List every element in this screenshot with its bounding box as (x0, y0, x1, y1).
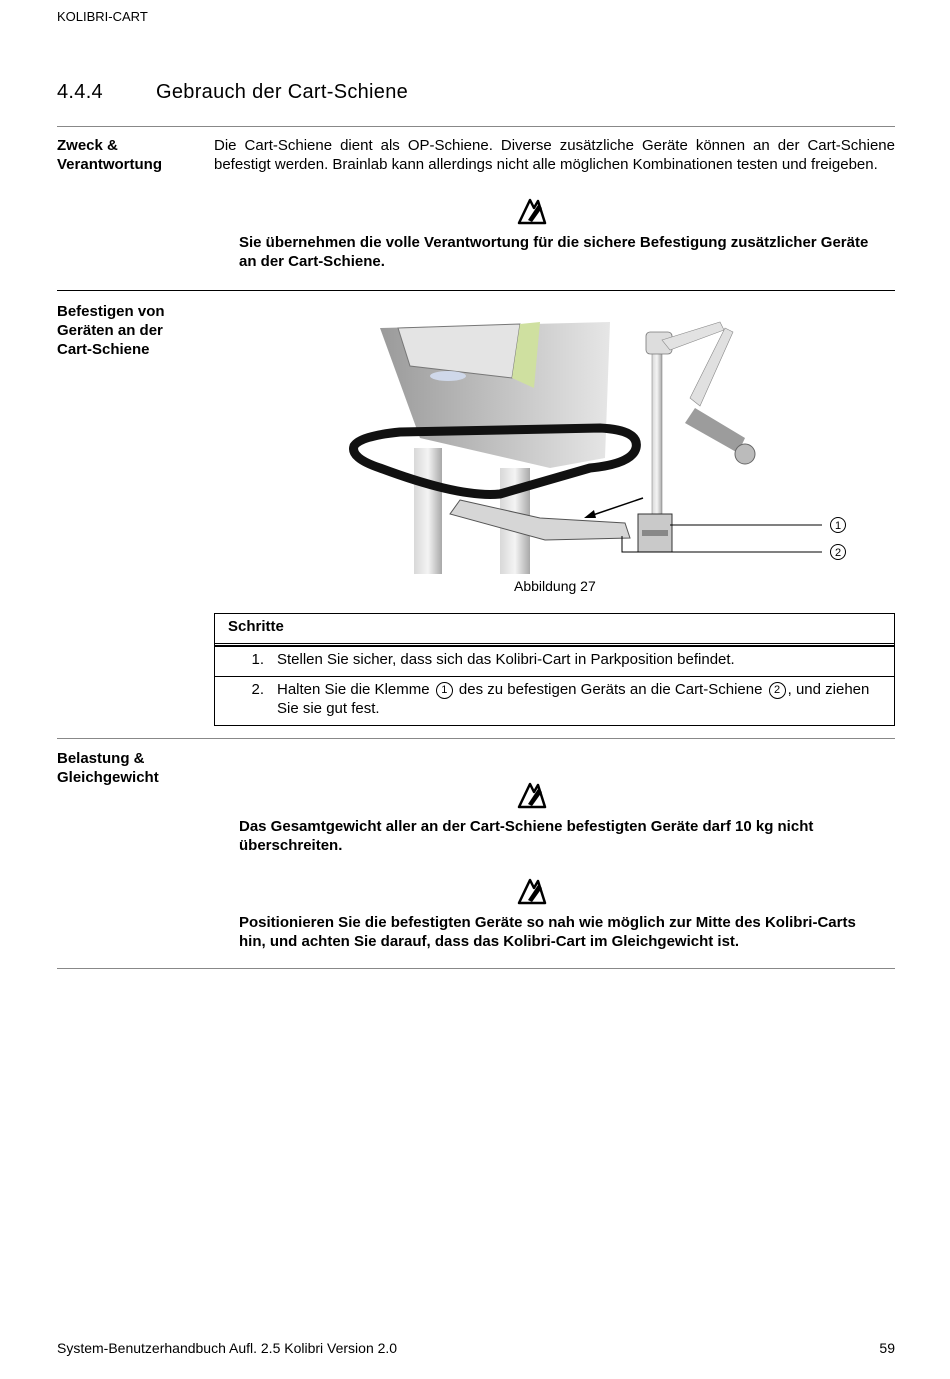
warning-text-responsibility: Sie übernehmen die volle Verantwortung für die sichere Befestigung zusätzlicher Geräte an der Cart-Schiene. (239, 234, 869, 270)
warning-hand-icon (516, 780, 548, 810)
side-heading-zweck: Zweck & Verantwortung (57, 137, 163, 173)
divider (57, 738, 895, 739)
svg-text:1: 1 (834, 520, 842, 532)
callout-ref-1: 1 (436, 682, 453, 699)
step-number: 1. (251, 651, 264, 668)
warning-text-weight: Das Gesamtgewicht aller an der Cart-Schiene befestigten Geräte darf 10 kg nicht überschreiten. (239, 818, 814, 854)
divider (57, 968, 895, 969)
warning-hand-icon (516, 196, 548, 226)
svg-text:2: 2 (834, 547, 842, 559)
callout-1 (831, 518, 846, 533)
step-text: Stellen Sie sicher, dass sich das Kolibri-Cart in Parkposition befindet. (277, 651, 735, 668)
zweck-paragraph: Die Cart-Schiene dient als OP-Schiene. Diverse zusätzliche Geräte können an der Cart-Schiene befestigt werden. Brainlab kann allerdings nicht alle möglichen Kombinationen testen und freigeben. (214, 137, 895, 173)
section-number: 4.4.4 (57, 81, 103, 103)
divider (57, 290, 895, 291)
section-title: Gebrauch der Cart-Schiene (156, 81, 409, 103)
page-number: 59 (879, 1340, 895, 1356)
table-row (215, 646, 894, 676)
table-row (215, 676, 894, 725)
warning-hand-icon (516, 876, 548, 906)
footer-document-title: System-Benutzerhandbuch Aufl. 2.5 Kolibri Version 2.0 (57, 1340, 398, 1356)
divider (57, 126, 895, 127)
warning-text-balance: Positionieren Sie die befestigten Geräte so nah wie möglich zur Mitte des Kolibri-Carts hin, und achten Sie darauf, dass das Kolibri-Cart im Gleichgewicht ist. (239, 914, 856, 950)
cart-rail-illustration (340, 318, 860, 574)
callout-ref-2: 2 (769, 682, 786, 699)
figure-caption: Abbildung 27 (514, 578, 596, 594)
step-text: Halten Sie die Klemme 1 des zu befestigen Geräts an die Cart-Schiene 2 , und ziehen Sie sie gut fest. (277, 681, 870, 717)
steps-table (214, 613, 895, 726)
running-header: KOLIBRI-CART (57, 9, 148, 24)
step-number: 2. (251, 681, 264, 698)
side-heading-belastung: Belastung & Gleichgewicht (57, 750, 159, 786)
steps-table-header: Schritte (215, 614, 894, 646)
side-heading-befestigen: Befestigen von Geräten an der Cart-Schiene (57, 303, 165, 358)
callout-2 (831, 545, 846, 560)
